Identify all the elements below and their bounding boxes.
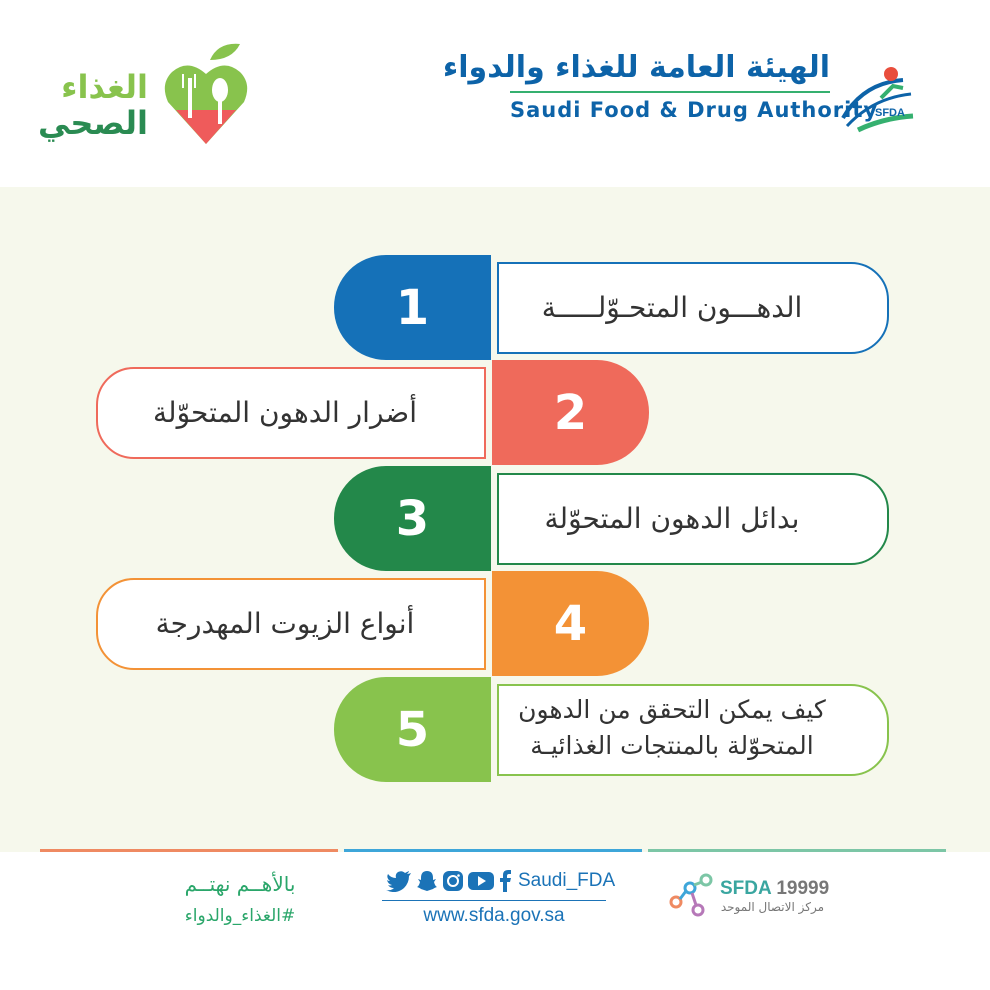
- item-4-number-badge: [492, 571, 649, 676]
- item-2-number: 2: [553, 384, 588, 441]
- call-center-number-row: [720, 878, 829, 900]
- emblem-text: SFDA: [875, 107, 905, 119]
- authority-name-english: Saudi Food & Drug Authority: [510, 98, 879, 122]
- item-5-text-line2: المتحوّلة بالمنتجات الغذائيـة: [530, 731, 814, 760]
- snapchat-icon[interactable]: [416, 870, 438, 892]
- item-1-number-badge: [334, 255, 491, 360]
- apple-heart-icon: [160, 40, 252, 148]
- social-handle[interactable]: Saudi_FDA: [518, 870, 616, 891]
- instagram-icon[interactable]: [442, 870, 464, 892]
- footer-hashtag[interactable]: #الغذاء_والدواء: [184, 906, 296, 926]
- social-divider: [382, 900, 606, 901]
- social-links: [386, 870, 615, 892]
- call-center-number[interactable]: 19999: [776, 878, 830, 899]
- item-3-text: بدائل الدهون المتحوّلة: [544, 502, 800, 535]
- healthy-food-logo: [38, 40, 260, 150]
- item-2-number-badge: [492, 360, 649, 465]
- healthy-food-line1: الغذاء: [61, 68, 148, 106]
- call-center-caption: مركز الاتصال الموحد: [720, 900, 824, 914]
- youtube-icon[interactable]: [468, 871, 494, 891]
- item-4-number: 4: [553, 595, 588, 652]
- item-2-text: أضرار الدهون المتحوّلة: [153, 396, 417, 429]
- item-1-text: الدهـــون المتحـوّلـــــة: [541, 291, 803, 324]
- call-center-icon: [668, 870, 716, 918]
- twitter-icon[interactable]: [386, 870, 412, 892]
- item-5-text-line1: كيف يمكن التحقق من الدهون: [518, 695, 826, 724]
- footer-line-blue: [344, 849, 642, 852]
- healthy-food-line2: الصحي: [38, 104, 148, 142]
- sfda-logo: [442, 38, 925, 148]
- header-divider: [510, 91, 830, 93]
- item-3-number: 3: [395, 490, 430, 547]
- call-center-label: SFDA: [720, 878, 772, 899]
- item-1-number: 1: [395, 279, 430, 336]
- footer-slogan: بالأهــم نهتــم: [184, 872, 296, 896]
- facebook-icon[interactable]: [498, 870, 512, 892]
- authority-name-arabic: الهيئة العامة للغذاء والدواء: [442, 50, 830, 85]
- footer-line-green: [648, 849, 946, 852]
- website-link[interactable]: www.sfda.gov.sa: [423, 905, 565, 926]
- item-5-number-badge: [334, 677, 491, 782]
- item-5-number: 5: [395, 701, 430, 758]
- footer-line-orange: [40, 849, 338, 852]
- sfda-emblem-icon: [833, 58, 923, 148]
- item-4-text: أنواع الزيوت المهدرجة: [155, 607, 415, 640]
- item-3-number-badge: [334, 466, 491, 571]
